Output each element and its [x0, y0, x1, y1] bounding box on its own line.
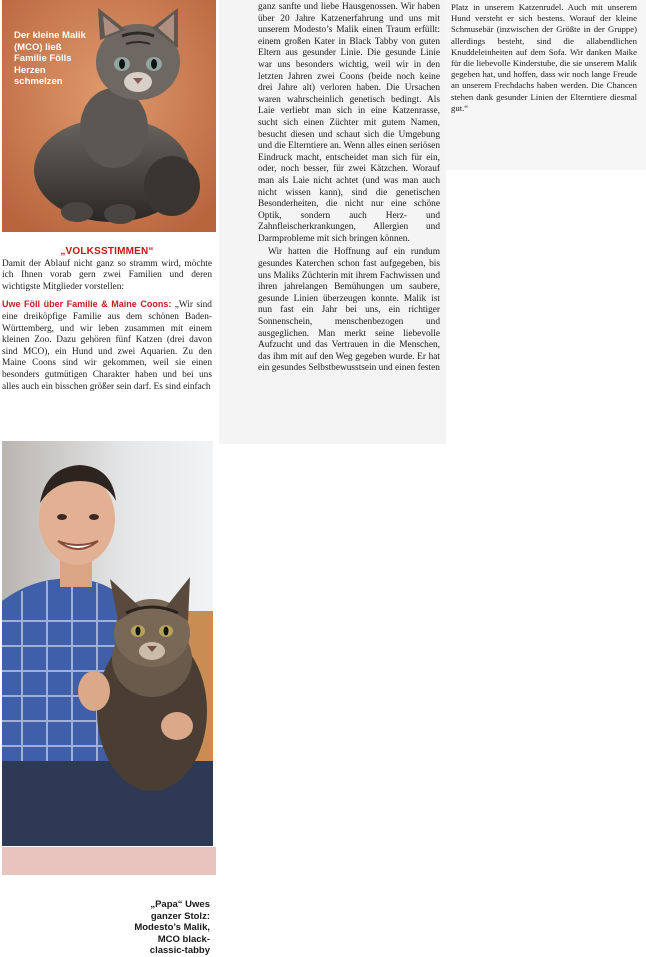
interview-paragraph: [2, 299, 212, 393]
middle-paragraph-1: ganz sanfte und liebe Hausgenossen. Wir haben über 20 Jahre Katzenerfahrung und uns mit unserem Modesto’s Malik einen Traum erfüllt: einem großen Kater in Black Tabby von guten Eltern aus gesunder Linie. Die gesunde Linie war uns besonders wichtig, weil wir in den letzten Jahren zwei Coons (beide noch keine drei Jahre alt) verloren haben. Die Ursachen waren wahrscheinlich genetisch bedingt. Als Laie verliebt man sich in eine Katzenrasse, sucht sich einen Züchter mit gutem Namen, besucht diesen und schaut sich die Umgebung und die Elterntiere an. Wenn alles einen seriösen Eindruck macht, entscheidet man sich für ein, oder, noch besser, für zwei Kätzchen. Worauf man als Laie nicht achtet (und was man auch nicht wissen kann), sind die genetischen Besonderheiten, die nicht nur eine schöne Optik, sondern auch Herz- und Zahnfleischerkrankungen, Allergien und Darmprobleme mit sich bringen können.: [258, 2, 440, 244]
section-heading: „VOLKSSTIMMEN“: [60, 246, 154, 257]
kitten-photo-caption: Der kleine Malik (MCO) ließ Familie Fölls Herzen schmelzen: [14, 30, 86, 87]
owner-photo-caption: „Papa“ Uwes ganzer Stolz: Modesto’s Malik, MCO black-classic-tabby: [134, 899, 210, 956]
intro-paragraph: Damit der Ablauf nicht ganz so stramm wird, möchte ich Ihnen vorab gern zwei Familien und deren wichtigste Mitglieder vorstellen:: [2, 258, 212, 292]
right-paragraph-1: Platz in unserem Katzenrudel. Auch mit unserem Hund versteht er sich bestens. Worauf der kleine Schmusebär (inzwischen der Größte in der Gruppe) allerdings besteht, sind die allabendlichen Knuddeleinheiten auf dem Sofa. Wir danken Maike für die liebevolle Kinderstube, die sie unserem Malik gegeben hat, und hoffen, dass wir noch lange Freude an unserem Frechdachs haben werden. Die Chancen stehen dank gesunder Linien der Elterntiere diesmal gut.“: [451, 2, 637, 113]
bottom-color-strip: [2, 847, 216, 875]
interview-body: „Wir sind eine dreiköpfige Familie aus dem schönen Baden-Württemberg, und wir leben zusammen mit einem kleinen Zoo. Dazu gehören fünf Katzen (drei davon sind MCO), ein Hund und zwei Aquarien. Zu den Maine Coons sind wir gekommen, weil sie einen besonders gutmütigen Charakter haben und bei uns alles auch ein bisschen größer sein darf. Es sind einfach: [2, 300, 212, 392]
kitten-photo: [2, 0, 216, 232]
owner-with-cat-photo: [2, 441, 213, 956]
right-column: [451, 2, 637, 114]
owner-cat-illustration: [2, 441, 213, 846]
middle-paragraph-2: Wir hatten die Hoffnung auf ein rundum gesundes Katerchen schon fast aufgegeben, bis uns Maliks Züchterin mit ihrem Fachwissen und ihren jahrelangen Bemühungen um saubere, gesunde Linien überzeugen konnte. Malik ist nun fast ein Jahr bei uns, ein richtiger Sonnenschein, menschenbezogen und ausgeglichen. Man merkt seine liebevolle Aufzucht und das Vertrauen in die Menschen, das ihm mit auf den Weg gegeben wurde. Er hat ein gesundes Selbstbewusstsein und einen festen: [258, 247, 440, 374]
middle-column: [258, 2, 440, 375]
interview-lead: Uwe Föll über Familie & Maine Coons:: [2, 299, 172, 310]
left-column: [2, 246, 212, 393]
